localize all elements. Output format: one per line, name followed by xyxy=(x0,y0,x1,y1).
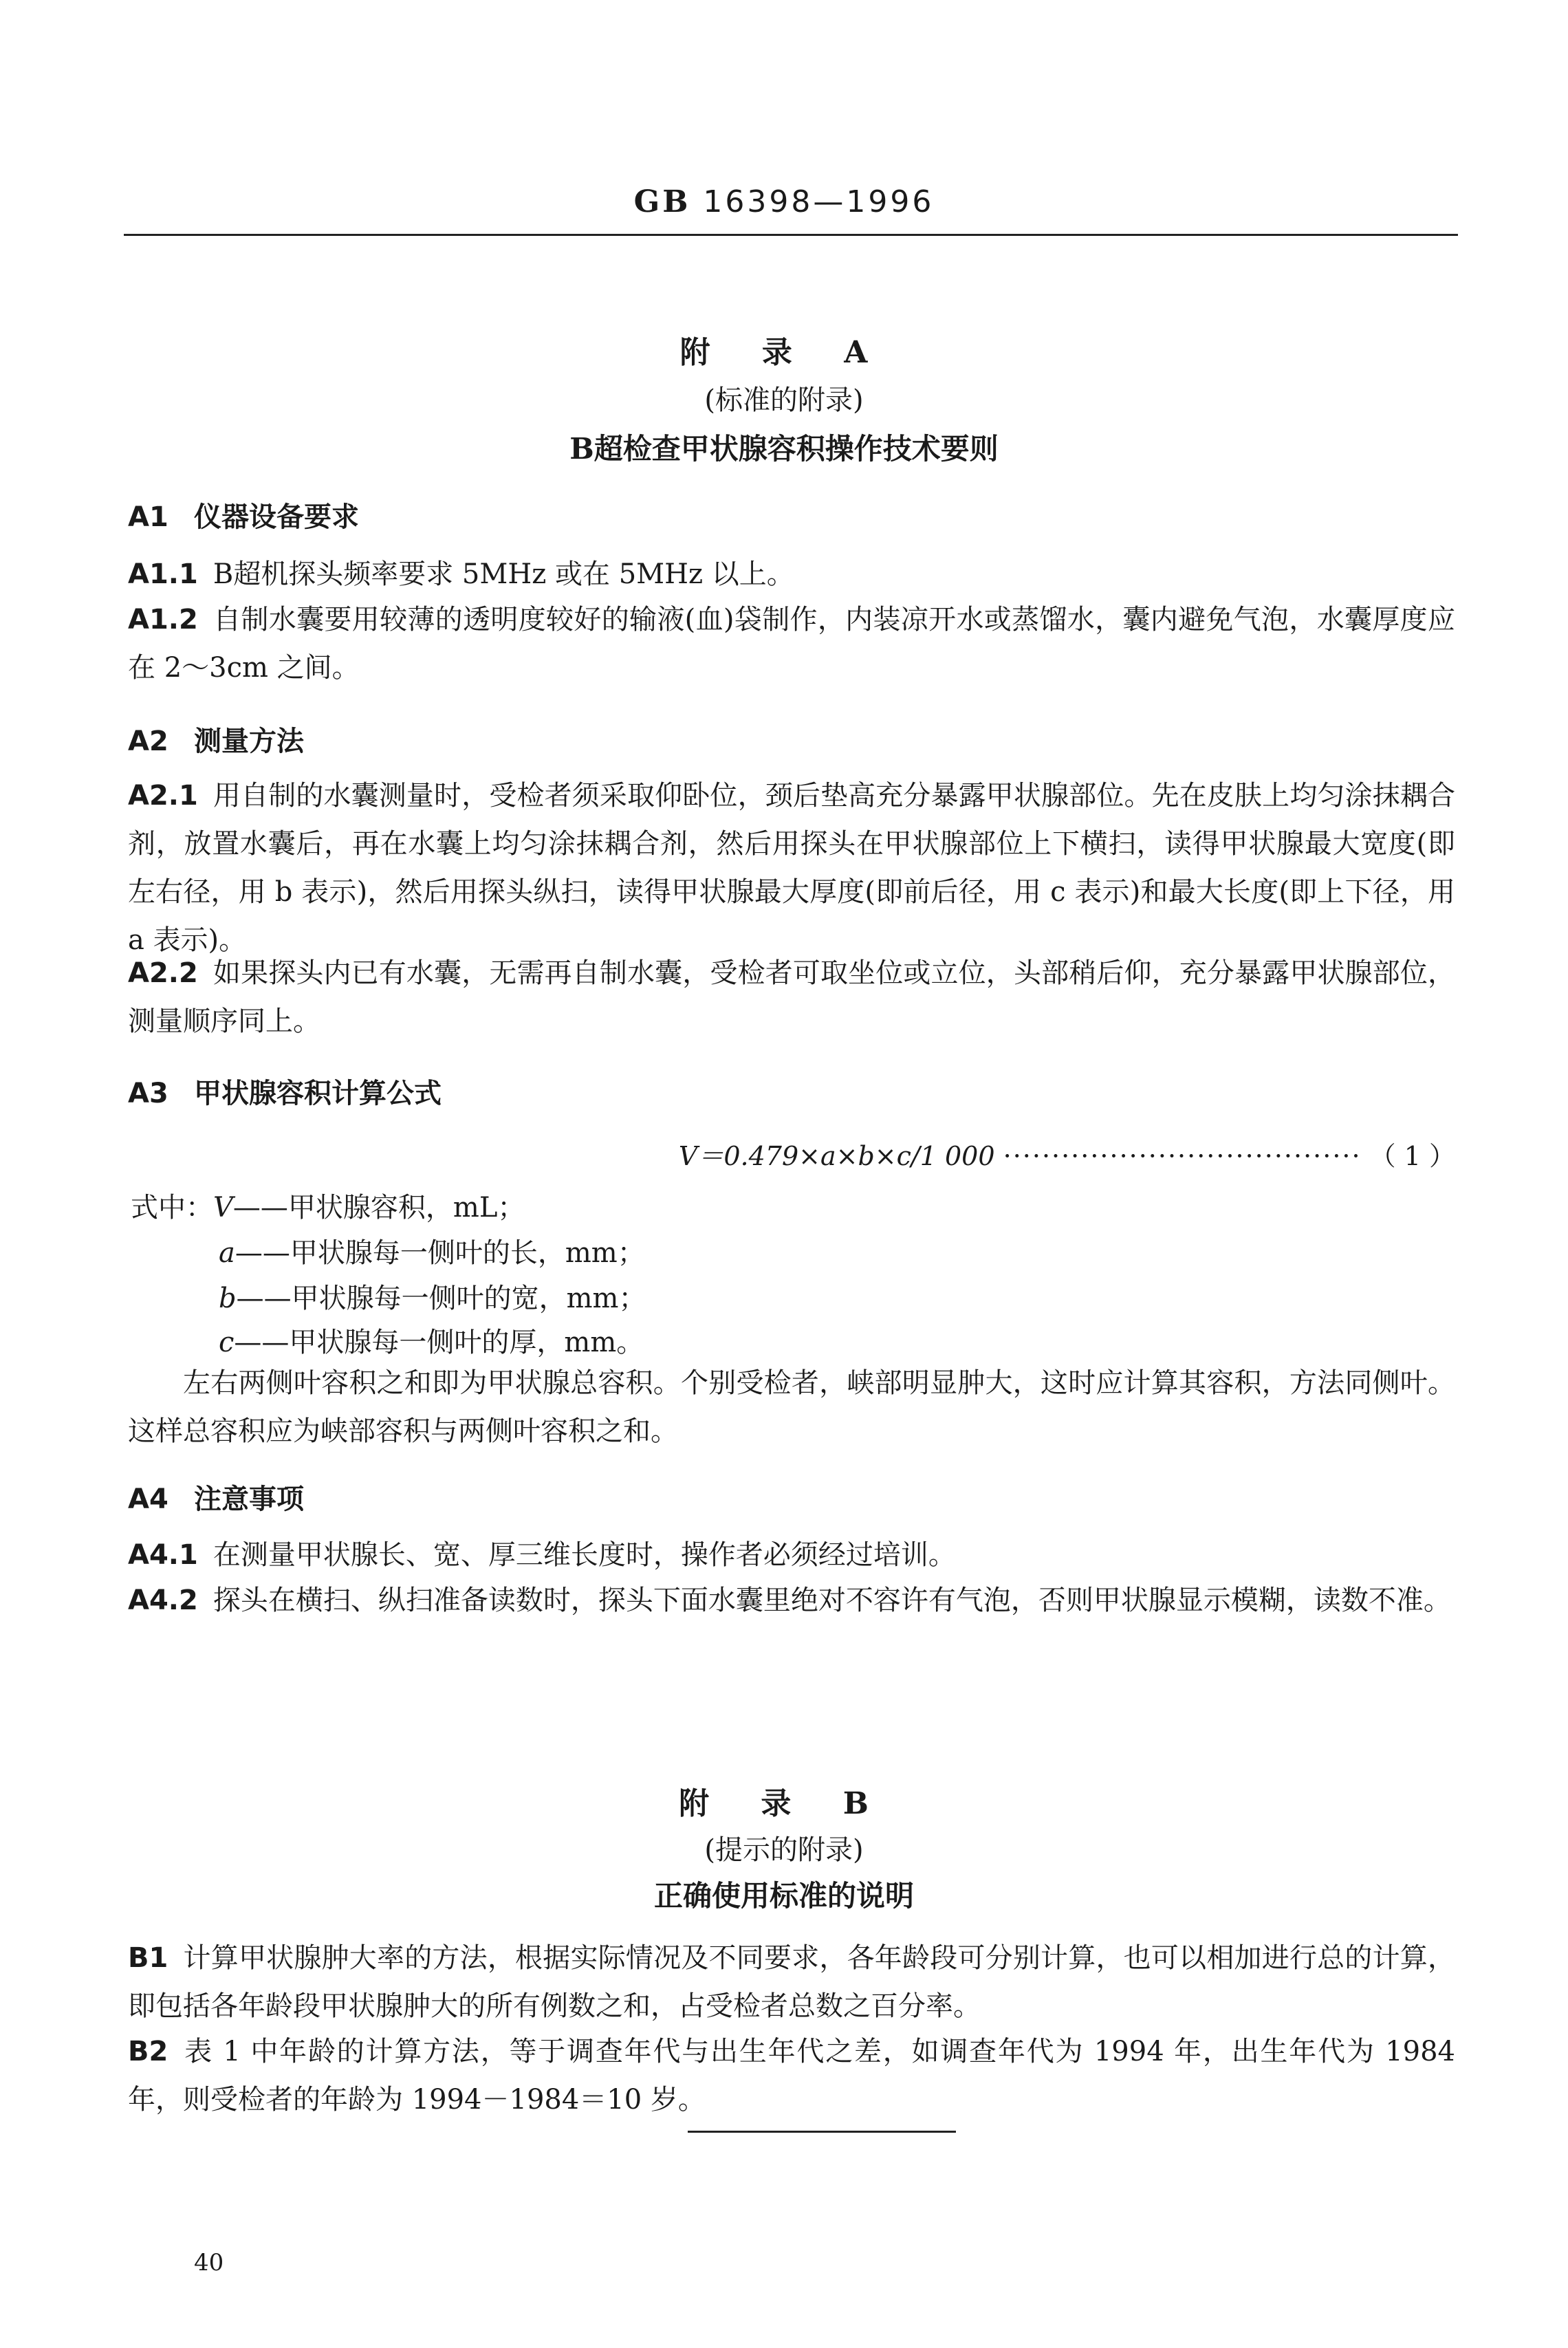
clause-number: A4.1 xyxy=(128,1539,198,1571)
appendix-b-title: 附 录 B xyxy=(679,1786,889,1821)
standard-number: 16398—1996 xyxy=(703,184,935,219)
section-a4-heading xyxy=(128,1477,304,1517)
formula-expression: V＝0.479×a×b×c/1 000 xyxy=(678,1141,995,1171)
paragraph-a2-1 xyxy=(128,772,1455,964)
clause-number: A2.2 xyxy=(128,957,198,989)
definition-v xyxy=(131,1186,525,1225)
paragraph-a4-2 xyxy=(128,1576,1455,1624)
clause-number: A1.1 xyxy=(128,558,198,590)
clause-text: B超机探头频率要求 5MHz 或在 5MHz 以上。 xyxy=(213,558,794,590)
definition-text: ——甲状腺每一侧叶的宽，mm； xyxy=(236,1283,646,1314)
definition-intro: 式中： xyxy=(131,1192,213,1224)
paragraph-a1-2 xyxy=(128,596,1455,692)
paragraph-a1-1 xyxy=(128,550,1455,598)
section-a3-heading xyxy=(128,1072,442,1111)
symbol: V xyxy=(213,1192,233,1224)
appendix-a-name: B超检查甲状腺容积操作技术要则 xyxy=(569,432,999,466)
standard-code-header xyxy=(0,184,1568,219)
clause-text: 探头在横扫、纵扫准备读数时，探头下面水囊里绝对不容许有气泡，否则甲状腺显示模糊，读数不准。 xyxy=(213,1585,1451,1616)
volume-formula xyxy=(128,1135,1455,1173)
clause-text: 计算甲状腺肿大率的方法，根据实际情况及不同要求，各年龄段可分别计算，也可以相加进行总的计算，即包括各年龄段甲状腺肿大的所有例数之和，占受检者总数之百分率。 xyxy=(128,1942,1455,2022)
definition-a xyxy=(219,1231,645,1270)
clause-text: 如果探头内已有水囊，无需再自制水囊，受检者可取坐位或立位，头部稍后仰，充分暴露甲状腺部位，测量顺序同上。 xyxy=(128,957,1455,1037)
clause-number: B2 xyxy=(128,2036,168,2067)
paragraph-a4-1 xyxy=(128,1531,1455,1579)
header-rule xyxy=(124,234,1458,236)
section-number: A2 xyxy=(128,726,168,757)
page-number: 40 xyxy=(194,2249,224,2276)
end-rule xyxy=(688,2131,956,2133)
clause-number: A1.2 xyxy=(128,604,198,635)
formula-number: （ 1 ） xyxy=(1369,1141,1455,1171)
clause-text: 用自制的水囊测量时，受检者须采取仰卧位，颈后垫高充分暴露甲状腺部位。先在皮肤上均匀涂抹耦合剂，放置水囊后，再在水囊上均匀涂抹耦合剂，然后用探头在甲状腺部位上下横扫，读得甲状腺最大宽度(即左右径，用 b 表示)，然后用探头纵扫，读得甲状腺最大厚度(即前后径，用 c 表示)和最大长度(即上下径，用 a 表示)。 xyxy=(128,780,1455,956)
definition-text: ——甲状腺每一侧叶的长，mm； xyxy=(235,1237,645,1269)
appendix-a-subtitle: (标准的附录) xyxy=(704,384,864,416)
definition-text: ——甲状腺容积，mL； xyxy=(232,1192,525,1224)
definition-text: ——甲状腺每一侧叶的厚，mm。 xyxy=(234,1327,644,1358)
clause-text: 在测量甲状腺长、宽、厚三维长度时，操作者必须经过培训。 xyxy=(213,1539,956,1571)
definition-c xyxy=(219,1320,644,1360)
standard-prefix: GB xyxy=(633,184,691,219)
section-title: 仪器设备要求 xyxy=(194,501,359,533)
section-number: A1 xyxy=(128,501,168,533)
section-title: 甲状腺容积计算公式 xyxy=(194,1078,442,1109)
paragraph-b2 xyxy=(128,2028,1455,2124)
appendix-a-title: 附 录 A xyxy=(679,335,889,370)
formula-leader-dots: ····································· xyxy=(1003,1141,1362,1171)
section-title: 测量方法 xyxy=(194,726,304,757)
clause-text: 自制水囊要用较薄的透明度较好的输液(血)袋制作，内装凉开水或蒸馏水，囊内避免气泡，水囊厚度应在 2～3cm 之间。 xyxy=(128,604,1455,684)
section-a1-heading xyxy=(128,495,359,534)
appendix-b-subtitle: (提示的附录) xyxy=(704,1834,864,1866)
section-number: A4 xyxy=(128,1483,168,1515)
appendix-b-name: 正确使用标准的说明 xyxy=(653,1879,914,1913)
clause-number: A2.1 xyxy=(128,780,198,812)
paragraph-total-volume-note: 左右两侧叶容积之和即为甲状腺总容积。个别受检者，峡部明显肿大，这时应计算其容积，方法同侧叶。这样总容积应为峡部容积与两侧叶容积之和。 xyxy=(128,1367,1455,1447)
symbol: a xyxy=(219,1237,235,1269)
symbol: c xyxy=(219,1327,235,1358)
definition-b xyxy=(219,1276,646,1316)
clause-text: 表 1 中年龄的计算方法，等于调查年代与出生年代之差，如调查年代为 1994 年，出生年代为 1984 年，则受检者的年龄为 1994－1984＝10 岁。 xyxy=(128,2036,1455,2116)
section-a2-heading xyxy=(128,719,304,759)
section-title: 注意事项 xyxy=(194,1483,304,1515)
section-number: A3 xyxy=(128,1078,168,1109)
paragraph-a2-2 xyxy=(128,949,1455,1045)
paragraph-b1 xyxy=(128,1934,1455,2030)
symbol: b xyxy=(219,1283,237,1314)
clause-number: A4.2 xyxy=(128,1585,198,1616)
clause-number: B1 xyxy=(128,1942,168,1974)
